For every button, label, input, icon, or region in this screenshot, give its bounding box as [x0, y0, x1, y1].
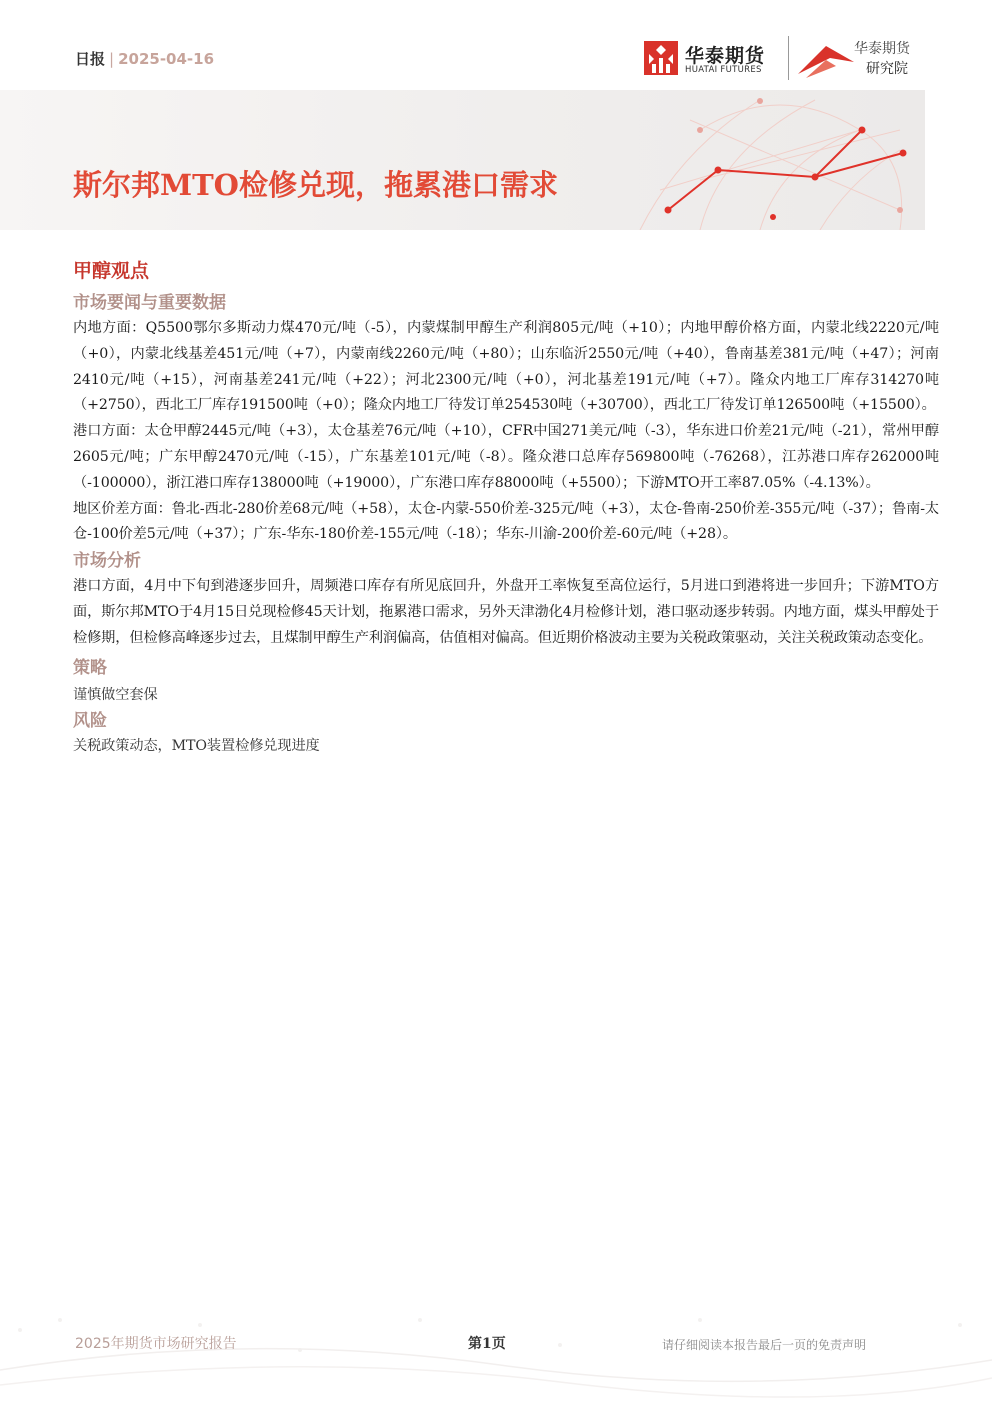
header-separator: | — [109, 50, 115, 68]
doc-type-label — [75, 48, 214, 69]
main-heading: 甲醇观点 — [73, 260, 150, 282]
footer-page-number: 第1页 — [468, 1336, 506, 1352]
footer-disclaimer: 请仔细阅读本报告最后一页的免责声明 — [662, 1338, 867, 1352]
research-logo-icon — [796, 40, 856, 80]
strategy-text: 谨慎做空套保 — [73, 686, 158, 703]
network-graphic — [0, 90, 925, 230]
huatai-logo-icon — [643, 40, 679, 76]
title-banner — [0, 90, 925, 230]
risk-text: 关税政策动态，MTO装置检修兑现进度 — [73, 738, 320, 755]
logo-cn-text: 华泰期货 — [685, 45, 766, 67]
risk-heading: 风险 — [73, 711, 107, 732]
report-content — [73, 256, 939, 760]
news-paragraph-port: 港口方面：太仓甲醇2445元/吨（+3），太仓基差76元/吨（+10），CFR中国271美元/吨（-3），华东进口价差21元/吨（-21），常州甲醇2605元/吨；广东甲醇2470元/吨（-15），广东基差101元/吨（-8）。隆众港口总库存569800吨（-76268），江苏港口库存262000吨（-100000），浙江港口库存138000吨（+19000），广东港口库存88000吨（+5500）；下游MTO开工率87.05%（-4.13%）。 — [73, 423, 939, 491]
doc-type-text: 日报 — [75, 50, 106, 68]
huatai-futures-logo — [643, 40, 783, 80]
research-line2: 研究院 — [866, 61, 908, 77]
strategy-heading: 策略 — [73, 657, 107, 678]
analysis-heading: 市场分析 — [73, 551, 141, 572]
analysis-paragraph: 港口方面，4月中下旬到港逐步回升，周频港口库存有所见底回升，外盘开工率恢复至高位运行，5月进口到港将进一步回升；下游MTO方面，斯尔邦MTO于4月15日兑现检修45天计划，拖累港口需求，另外天津渤化4月检修计划，港口驱动逐步转弱。内地方面，煤头甲醇处于检修期，但检修高峰逐步过去，且煤制甲醇生产利润偏高，估值相对偏高。但近期价格波动主要为关税政策驱动，关注关税政策动态变化。 — [73, 578, 939, 646]
report-date: 2025-04-16 — [118, 50, 215, 68]
page-title: 斯尔邦MTO检修兑现，拖累港口需求 — [73, 168, 558, 202]
news-paragraph-inland: 内地方面：Q5500鄂尔多斯动力煤470元/吨（-5），内蒙煤制甲醇生产利润805元/吨（+10）；内地甲醇价格方面，内蒙北线2220元/吨（+0），内蒙北线基差451元/吨（+7），内蒙南线2260元/吨（+80）；山东临沂2550元/吨（+40），鲁南基差381元/吨（+47）；河南2410元/吨（+15），河南基差241元/吨（+22）；河北2300元/吨（+0），河北基差191元/吨（+7）。隆众内地工厂库存314270吨（+2750），西北工厂库存191500吨（+0）；隆众内地工厂待发订单254530吨（+30700），西北工厂待发订单126500吨（+15500）。 — [73, 320, 939, 414]
logo-en-text: HUATAI FUTURES — [685, 65, 762, 75]
page-header — [0, 0, 992, 90]
research-institute-logo — [796, 38, 926, 82]
research-line1: 华泰期货 — [854, 41, 910, 57]
footer-report-name: 2025年期货市场研究报告 — [75, 1336, 237, 1352]
logo-divider — [788, 36, 789, 80]
news-heading: 市场要闻与重要数据 — [73, 293, 226, 313]
news-paragraph-spread: 地区价差方面：鲁北-西北-280价差68元/吨（+58），太仓-内蒙-550价差-325元/吨（+3），太仓-鲁南-250价差-355元/吨（-37）；鲁南-太仓-100价差5元/吨（+37）；广东-华东-180价差-155元/吨（-18）；华东-川渝-200价差-60元/吨（+28）。 — [73, 500, 939, 543]
